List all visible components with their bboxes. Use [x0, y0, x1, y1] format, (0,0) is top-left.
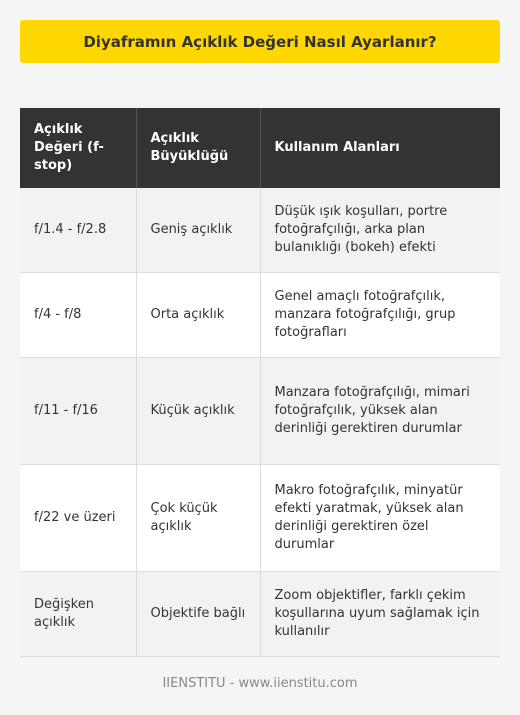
table-row — [20, 572, 500, 657]
table-body — [20, 188, 500, 657]
cell-aperture-value: f/1.4 - f/2.8 — [20, 188, 136, 273]
table-row — [20, 273, 500, 358]
cell-aperture-size: Objektife bağlı — [136, 572, 260, 657]
cell-usage-areas: Düşük ışık koşulları, portre fotoğrafçılığı, arka plan bulanıklığı (bokeh) efekti — [260, 188, 500, 273]
header-row — [20, 108, 500, 188]
footer-credit: IIENSTITU - www.iienstitu.com — [162, 676, 358, 691]
cell-aperture-value: f/11 - f/16 — [20, 358, 136, 465]
table-row — [20, 188, 500, 273]
cell-usage-areas: Zoom objektifler, farklı çekim koşullarına uyum sağlamak için kullanılır — [260, 572, 500, 657]
cell-aperture-size: Geniş açıklık — [136, 188, 260, 273]
header-aperture-size: Açıklık Büyüklüğü — [136, 108, 260, 188]
cell-usage-areas: Genel amaçlı fotoğrafçılık, manzara fotoğrafçılığı, grup fotoğrafları — [260, 273, 500, 358]
cell-aperture-value: f/22 ve üzeri — [20, 465, 136, 572]
cell-usage-areas: Makro fotoğrafçılık, minyatür efekti yaratmak, yüksek alan derinliği gerektiren özel durumlar — [260, 465, 500, 572]
table-row — [20, 358, 500, 465]
title-banner — [20, 20, 500, 63]
cell-usage-areas: Manzara fotoğrafçılığı, mimari fotoğrafçılık, yüksek alan derinliği gerektiren durumlar — [260, 358, 500, 465]
cell-aperture-value: f/4 - f/8 — [20, 273, 136, 358]
cell-aperture-value: Değişken açıklık — [20, 572, 136, 657]
table-header — [20, 108, 500, 188]
cell-aperture-size: Küçük açıklık — [136, 358, 260, 465]
cell-aperture-size: Orta açıklık — [136, 273, 260, 358]
cell-aperture-size: Çok küçük açıklık — [136, 465, 260, 572]
table-row — [20, 465, 500, 572]
page-title: Diyaframın Açıklık Değeri Nasıl Ayarlanır? — [83, 32, 437, 51]
aperture-table — [20, 108, 500, 657]
header-usage-areas: Kullanım Alanları — [260, 108, 500, 188]
header-aperture-value: Açıklık Değeri (f-stop) — [20, 108, 136, 188]
